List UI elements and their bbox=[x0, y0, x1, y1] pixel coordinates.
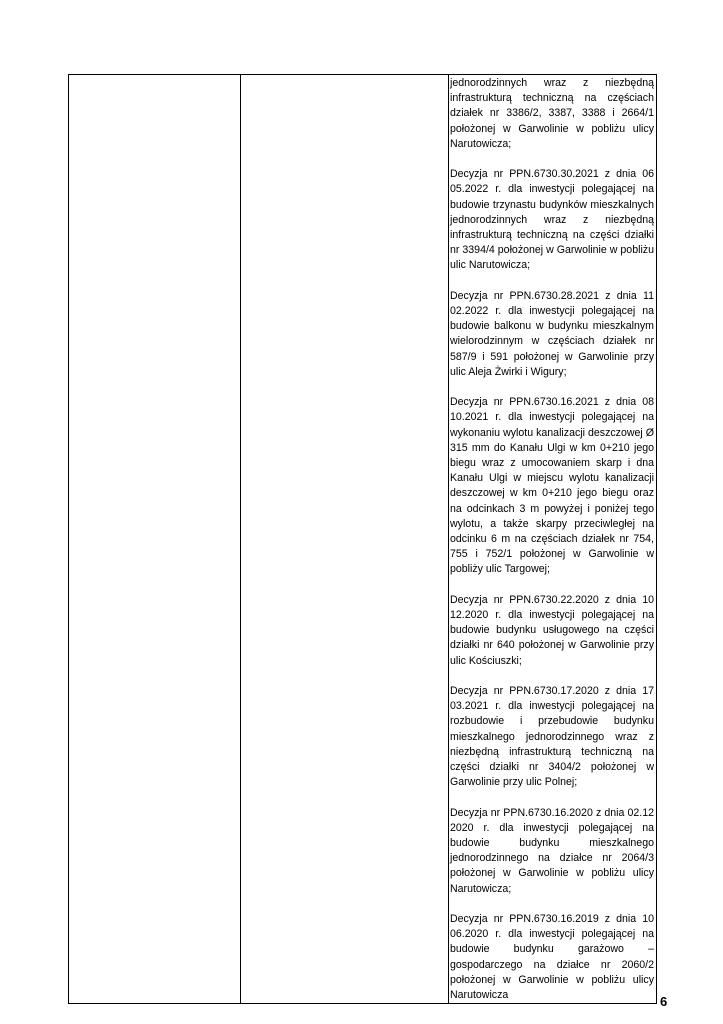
decisions-cell bbox=[449, 75, 657, 1004]
table-row bbox=[69, 75, 657, 1004]
decision-entry: jednorodzinnych wraz z niezbędną infrastrukturą techniczną na częściach działek nr 3386/2, 3387, 3388 i 2664/1 położonej w Garwolinie w pobliżu ulicy Narutowicza; bbox=[450, 77, 654, 150]
decision-entry: Decyzja nr PPN.6730.16.2021 z dnia 08 10.2021 r. dla inwestycji polegającej na wykonaniu wylotu kanalizacji deszczowej Ø 315 mm do Kanału Ulgi w km 0+210 jego biegu wraz z umocowaniem skarp i dna Kanału Ulgi w miejscu wylotu kanalizacji deszczowej w km 0+210 jego biegu oraz na odcinkach 3 m powyżej i poniżej tego wylotu, a także skarpy przeciwległej na odcinku 6 m na częściach działek nr 754, 755 i 752/1 położonej w Garwolinie w pobliży ulic Targowej; bbox=[450, 396, 654, 576]
decisions-list bbox=[449, 75, 656, 1003]
decision-entry: Decyzja nr PPN.6730.22.2020 z dnia 10 12.2020 r. dla inwestycji polegającej na budowie budynku usługowego na części działki nr 640 położonej w Garwolinie przy ulic Kościuszki; bbox=[450, 593, 654, 667]
decision-entry: Decyzja nr PPN.6730.16.2020 z dnia 02.12 2020 r. dla inwestycji polegającej na budowie budynku mieszkalnego jednorodzinnego na działce nr 2064/3 położonej w Garwolinie w pobliżu ulicy Narutowicza; bbox=[450, 806, 654, 895]
table-cell-empty-2 bbox=[241, 75, 449, 1004]
document-table bbox=[68, 74, 657, 1004]
decision-entry: Decyzja nr PPN.6730.17.2020 z dnia 17 03.2021 r. dla inwestycji polegającej na rozbudowie i przebudowie budynku mieszkalnego jednorodzinnego wraz z niezbędną infrastrukturą techniczną na części działki nr 3404/2 położonej w Garwolinie przy ulic Polnej; bbox=[450, 685, 654, 789]
decision-entry: Decyzja nr PPN.6730.28.2021 z dnia 11 02.2022 r. dla inwestycji polegającej na budowie balkonu w budynku mieszkalnym wielorodzinnym w częściach działek nr 587/9 i 591 położonej w Garwolinie przy ulic Aleja Żwirki i Wigury; bbox=[450, 289, 654, 378]
decision-entry: Decyzja nr PPN.6730.16.2019 z dnia 10 06.2020 r. dla inwestycji polegającej na budowie budynku garażowo – gospodarczego na działce nr 2060/2 położonej w Garwolinie w pobliżu ulicy Narutowicza bbox=[450, 913, 654, 1002]
decision-entry: Decyzja nr PPN.6730.30.2021 z dnia 06 05.2022 r. dla inwestycji polegającej na budowie trzynastu budynków mieszkalnych jednorodzinnych wraz z niezbędną infrastrukturą techniczną na części działki nr 3394/4 położonej w Garwolinie w pobliżu ulic Narutowicza; bbox=[450, 168, 654, 272]
table-cell-empty-1 bbox=[69, 75, 241, 1004]
page-number: 6 bbox=[660, 994, 668, 1009]
